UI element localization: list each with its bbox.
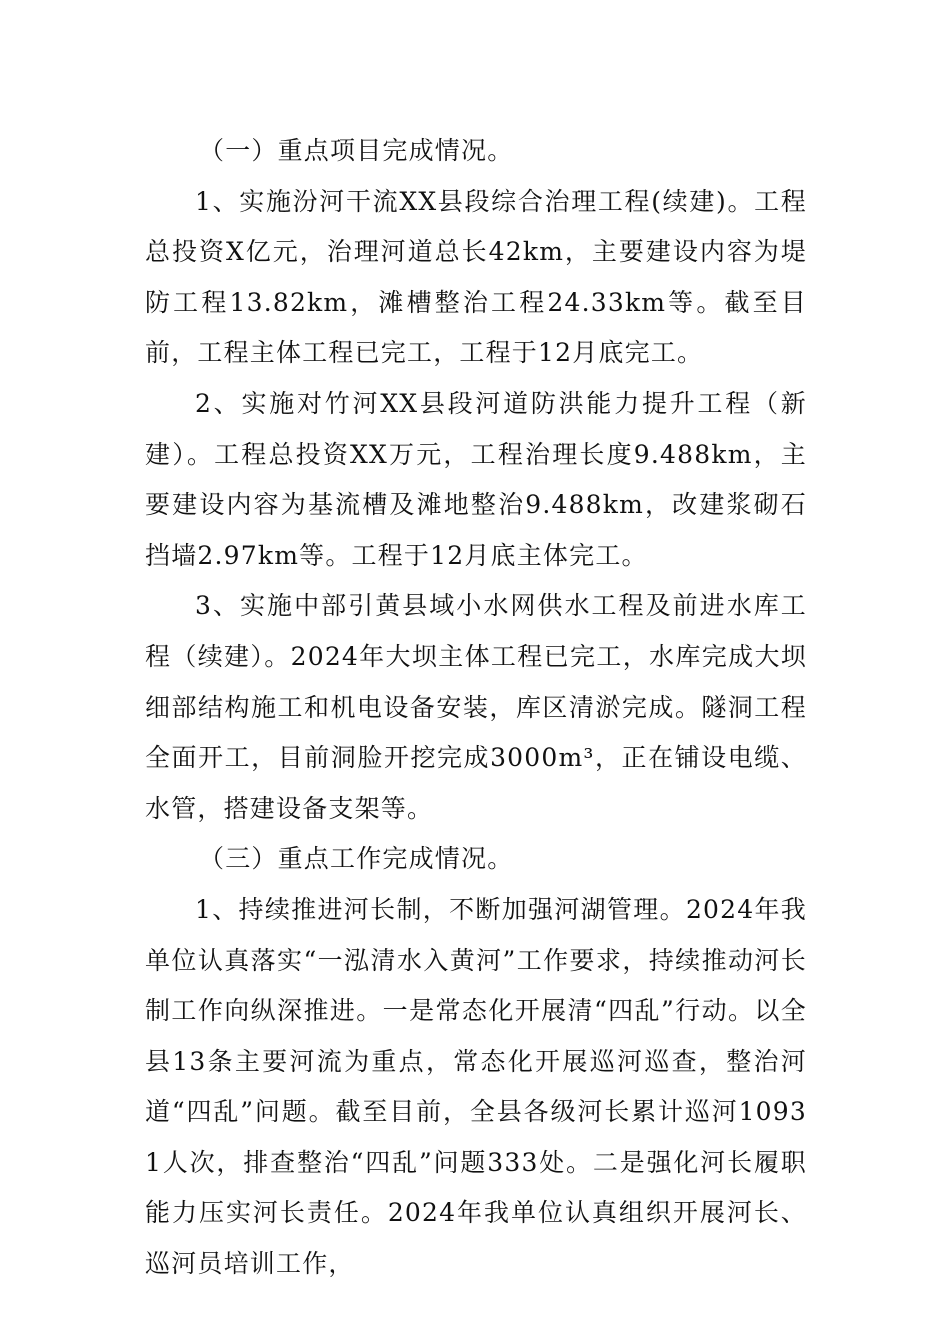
paragraph-river-chief-system: 1、持续推进河长制，不断加强河湖管理。2024年我单位认真落实“一泓清水入黄河”工作要求，持续推动河长制工作向纵深推进。一是常态化开展清“四乱”行动。以全县13条主要河流为重点，常态化开展巡河巡查，整治河道“四乱”问题。截至目前，全县各级河长累计巡河10931人次，排查整治“四乱”问题333处。二是强化河长履职能力压实河长责任。2024年我单位认真组织开展河长、巡河员培训工作， — [145, 894, 807, 1279]
section-heading-key-work: （三）重点工作完成情况。 — [199, 844, 514, 874]
paragraph-duizhuhe-project: 2、实施对竹河XX县段河道防洪能力提升工程（新建）。工程总投资XX万元，工程治理长度9.488km，主要建设内容为基流槽及滩地整治9.488km，改建浆砌石挡墙2.97km等。工程于12月底主体完工。 — [145, 388, 807, 570]
document-body — [145, 126, 807, 1290]
section-heading-key-projects: （一）重点项目完成情况。 — [199, 136, 514, 165]
paragraph-water-network-project: 3、实施中部引黄县域小水网供水工程及前进水库工程（续建）。2024年大坝主体工程已完工，水库完成大坝细部结构施工和机电设备安装，库区清淤完成。隧洞工程全面开工，目前洞脸开挖完成3000m³，正在铺设电缆、水管，搭建设备支架等。 — [145, 591, 807, 823]
paragraph-fenhe-project: 1、实施汾河干流XX县段综合治理工程(续建)。工程总投资X亿元，治理河道总长42km，主要建设内容为堤防工程13.82km，滩槽整治工程24.33km等。截至目前，工程主体工程已完工，工程于12月底完工。 — [145, 186, 807, 368]
